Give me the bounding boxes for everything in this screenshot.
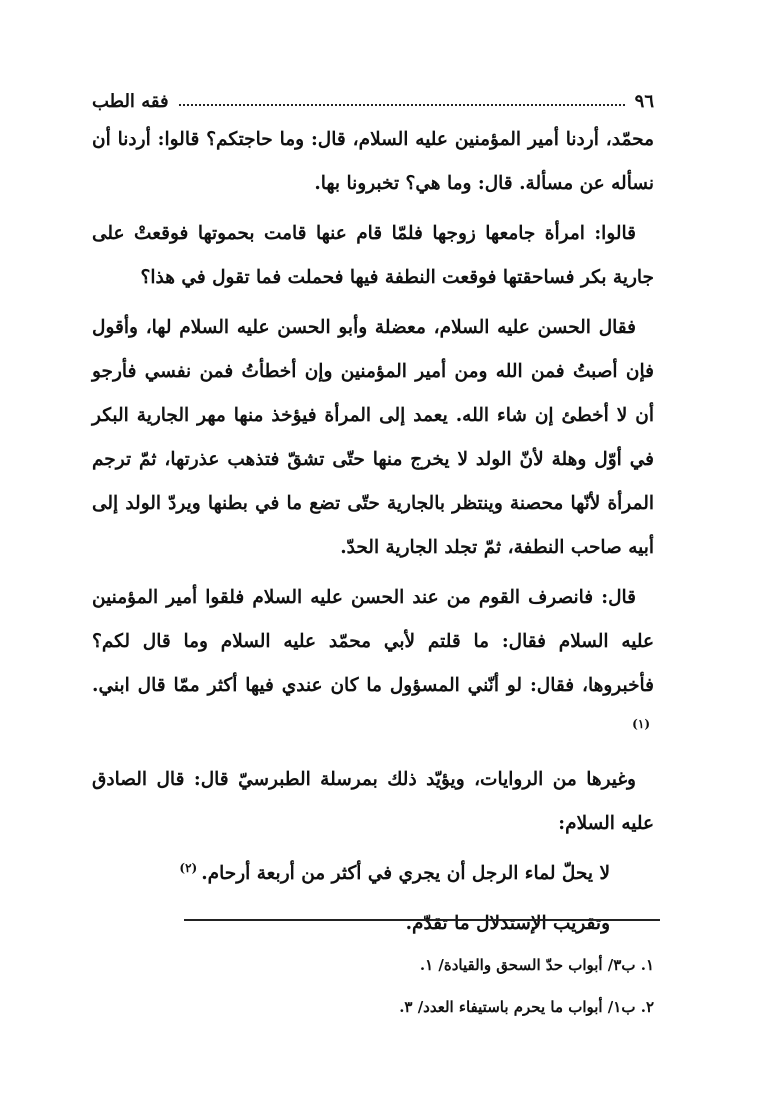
footnote-ref-2[interactable]: (٢) bbox=[179, 860, 198, 875]
paragraph-4-text: قال: فانصرف القوم من عند الحسن عليه السلام فلقوا أمير المؤمنين عليه السلام فقال: ما قلتم لأبي محمّد عليه السلام وما قال لكم؟ فأخبروها، فقال: لو أنّني المسؤول ما كان عندي فيها أكثر ممّا قال ابني. bbox=[92, 587, 654, 696]
page-number: ٩٦ bbox=[634, 91, 654, 112]
paragraph-2: قالوا: امرأة جامعها زوجها فلمّا قام عنها قامت بحموتها فوقعتْ على جارية بكر فساحقتها فوقعت النطفة فيها فحملت فما تقول في هذا؟ bbox=[92, 223, 654, 288]
paragraph-5: وغيرها من الروايات، ويؤيّد ذلك بمرسلة الطبرسيّ قال: قال الصادق عليه السلام: bbox=[92, 769, 654, 834]
header-dot-leader bbox=[179, 104, 625, 106]
main-text bbox=[92, 118, 654, 946]
paragraph-4 bbox=[92, 576, 654, 752]
footnote-ref-1[interactable]: (١) bbox=[632, 716, 650, 731]
footnote-separator bbox=[184, 919, 660, 921]
running-header bbox=[92, 88, 654, 112]
running-title: فقه الطب bbox=[92, 91, 169, 112]
paragraph-3: فقال الحسن عليه السلام، معضلة وأبو الحسن عليه السلام لها، وأقول فإن أصبتُ فمن الله ومن أمير المؤمنين وإن أخطأتُ فمن نفسي فأرجو أن لا أخطئ إن شاء الله. يعمد إلى المرأة فيؤخذ منها مهر الجارية البكر في أوّل وهلة لأنّ الولد لا يخرج منها حتّى تشقّ فتذهب عذرتها، ثمّ ترجم المرأة لأنّها محصنة وينتظر بالجارية حتّى تضع ما في بطنها ويردّ الولد إلى أبيه صاحب النطفة، ثمّ تجلد الجارية الحدّ. bbox=[92, 317, 654, 558]
footnote-2: ٢. ب١/ أبواب ما يحرم باستيفاء العدد/ ٣. bbox=[399, 998, 654, 1016]
paragraph-1: محمّد، أردنا أمير المؤمنين عليه السلام، قال: وما حاجتكم؟ قالوا: أردنا أن نسأله عن مسألة. قال: وما هي؟ تخبرونا بها. bbox=[92, 129, 654, 194]
quote-text: لا يحلّ لماء الرجل أن يجري في أكثر من أربعة أرحام. bbox=[201, 863, 610, 884]
quoted-hadith bbox=[92, 852, 654, 896]
footnotes bbox=[92, 944, 654, 1028]
footnote-1: ١. ب٣/ أبواب حدّ السحق والقيادة/ ١. bbox=[419, 956, 654, 974]
paragraph-6: وتقريب الإستدلال ما تقدّم. bbox=[405, 913, 610, 934]
